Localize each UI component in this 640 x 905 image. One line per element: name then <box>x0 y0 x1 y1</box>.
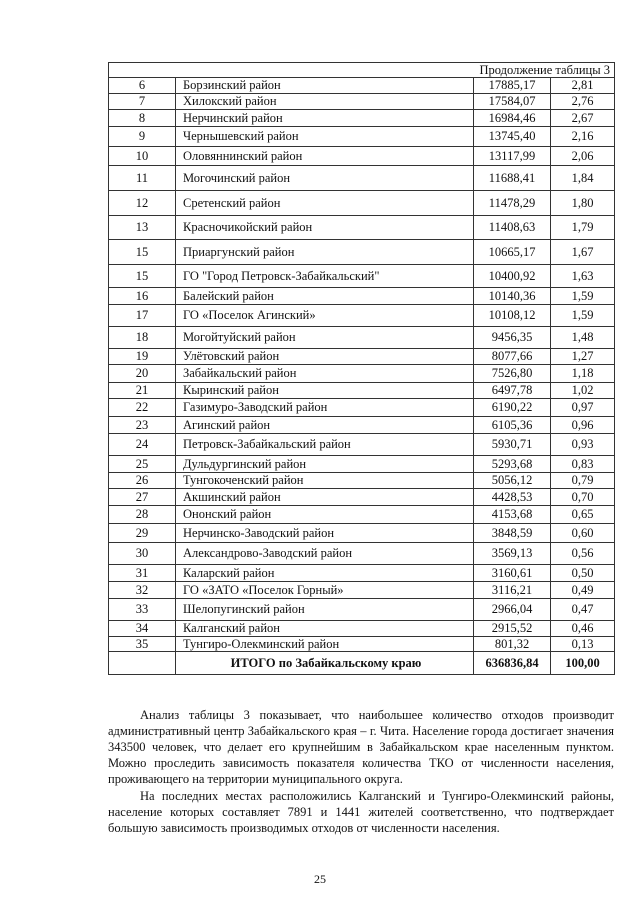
waste-value: 6190,22 <box>474 399 551 417</box>
table-row <box>109 288 615 305</box>
row-number: 21 <box>109 383 176 399</box>
waste-share: 0,70 <box>551 489 615 506</box>
table-row <box>109 78 615 94</box>
conclusion-paragraph: На последних местах расположились Калганский и Тунгиро-Олекминский районы, население которых составляет 7891 и 1441 жителей соответственно, что подтверждает большую зависимость производимых отходов от численности населения. <box>108 789 614 835</box>
waste-value: 5293,68 <box>474 456 551 473</box>
table-row <box>109 637 615 652</box>
waste-value: 17584,07 <box>474 94 551 110</box>
waste-share: 2,67 <box>551 110 615 127</box>
row-number: 15 <box>109 240 176 265</box>
waste-value: 11688,41 <box>474 166 551 191</box>
waste-share: 0,83 <box>551 456 615 473</box>
page-number: 25 <box>314 872 326 886</box>
analysis-paragraph: Анализ таблицы 3 показывает, что наибольшее количество отходов производит административный центр Забайкальского края – г. Чита. Население города достигает значения 343500 человек, что делает его крупнейшим в Забайкальском крае населенным пунктом. Можно проследить зависимость показателя количества ТКО от численности населения, проживающего на территории муниципального округа. <box>108 708 614 786</box>
waste-share: 0,65 <box>551 506 615 524</box>
district-name: Приаргунский район <box>176 240 474 265</box>
table-caption: Продолжение таблицы 3 <box>109 63 615 78</box>
district-name: Тунгокоченский район <box>176 473 474 489</box>
waste-share: 0,93 <box>551 434 615 456</box>
waste-share: 1,59 <box>551 305 615 327</box>
waste-value: 3569,13 <box>474 543 551 565</box>
waste-share: 0,60 <box>551 524 615 543</box>
waste-share: 0,46 <box>551 621 615 637</box>
waste-value: 6105,36 <box>474 417 551 434</box>
district-name: ГО «ЗАТО «Поселок Горный» <box>176 582 474 599</box>
row-number: 30 <box>109 543 176 565</box>
total-empty-cell <box>109 652 176 675</box>
waste-value: 17885,17 <box>474 78 551 94</box>
waste-value: 2966,04 <box>474 599 551 621</box>
table-row <box>109 543 615 565</box>
waste-value: 10400,92 <box>474 265 551 288</box>
table-row <box>109 565 615 582</box>
waste-share: 1,63 <box>551 265 615 288</box>
waste-share: 2,06 <box>551 147 615 166</box>
waste-value: 3848,59 <box>474 524 551 543</box>
table-row <box>109 417 615 434</box>
table-row <box>109 524 615 543</box>
row-number: 7 <box>109 94 176 110</box>
total-label: ИТОГО по Забайкальскому краю <box>176 652 474 675</box>
total-row <box>109 652 615 675</box>
waste-share: 0,97 <box>551 399 615 417</box>
table-row <box>109 327 615 349</box>
table-row <box>109 305 615 327</box>
table-row <box>109 434 615 456</box>
row-number: 11 <box>109 166 176 191</box>
table-row <box>109 265 615 288</box>
total-value: 636836,84 <box>474 652 551 675</box>
district-name: Газимуро-Заводский район <box>176 399 474 417</box>
row-number: 35 <box>109 637 176 652</box>
waste-value: 11478,29 <box>474 191 551 216</box>
waste-value: 10108,12 <box>474 305 551 327</box>
row-number: 13 <box>109 216 176 240</box>
waste-share: 0,79 <box>551 473 615 489</box>
waste-share: 2,81 <box>551 78 615 94</box>
waste-share: 2,76 <box>551 94 615 110</box>
waste-share: 0,56 <box>551 543 615 565</box>
district-name: Дульдургинский район <box>176 456 474 473</box>
row-number: 17 <box>109 305 176 327</box>
waste-table <box>108 62 615 675</box>
waste-value: 8077,66 <box>474 349 551 365</box>
row-number: 18 <box>109 327 176 349</box>
waste-value: 801,32 <box>474 637 551 652</box>
row-number: 12 <box>109 191 176 216</box>
table-row <box>109 621 615 637</box>
district-name: Кыринский район <box>176 383 474 399</box>
district-name: Калганский район <box>176 621 474 637</box>
district-name: Каларский район <box>176 565 474 582</box>
row-number: 23 <box>109 417 176 434</box>
table-row <box>109 506 615 524</box>
waste-share: 1,18 <box>551 365 615 383</box>
table-row <box>109 110 615 127</box>
row-number: 20 <box>109 365 176 383</box>
waste-value: 9456,35 <box>474 327 551 349</box>
waste-value: 13117,99 <box>474 147 551 166</box>
row-number: 28 <box>109 506 176 524</box>
waste-value: 2915,52 <box>474 621 551 637</box>
row-number: 8 <box>109 110 176 127</box>
district-name: Хилокский район <box>176 94 474 110</box>
district-name: Шелопугинский район <box>176 599 474 621</box>
waste-share: 1,84 <box>551 166 615 191</box>
waste-share: 0,50 <box>551 565 615 582</box>
waste-value: 6497,78 <box>474 383 551 399</box>
waste-share: 1,59 <box>551 288 615 305</box>
waste-value: 5930,71 <box>474 434 551 456</box>
table-row <box>109 216 615 240</box>
row-number: 26 <box>109 473 176 489</box>
district-name: Могочинский район <box>176 166 474 191</box>
table-row <box>109 147 615 166</box>
row-number: 10 <box>109 147 176 166</box>
waste-value: 5056,12 <box>474 473 551 489</box>
waste-value: 3116,21 <box>474 582 551 599</box>
district-name: Нерчинский район <box>176 110 474 127</box>
table-row <box>109 349 615 365</box>
waste-value: 10140,36 <box>474 288 551 305</box>
row-number: 16 <box>109 288 176 305</box>
waste-value: 4153,68 <box>474 506 551 524</box>
waste-value: 10665,17 <box>474 240 551 265</box>
row-number: 6 <box>109 78 176 94</box>
table-row <box>109 127 615 147</box>
district-name: Акшинский район <box>176 489 474 506</box>
district-name: Чернышевский район <box>176 127 474 147</box>
waste-value: 4428,53 <box>474 489 551 506</box>
waste-share: 0,47 <box>551 599 615 621</box>
row-number: 27 <box>109 489 176 506</box>
district-name: Александрово-Заводский район <box>176 543 474 565</box>
table-row <box>109 94 615 110</box>
waste-share: 0,13 <box>551 637 615 652</box>
district-name: Красночикойский район <box>176 216 474 240</box>
row-number: 19 <box>109 349 176 365</box>
table-row <box>109 399 615 417</box>
row-number: 24 <box>109 434 176 456</box>
row-number: 29 <box>109 524 176 543</box>
row-number: 33 <box>109 599 176 621</box>
row-number: 25 <box>109 456 176 473</box>
table-row <box>109 582 615 599</box>
district-name: Забайкальский район <box>176 365 474 383</box>
table-row <box>109 456 615 473</box>
row-number: 15 <box>109 265 176 288</box>
waste-share: 1,80 <box>551 191 615 216</box>
district-name: Борзинский район <box>176 78 474 94</box>
total-share: 100,00 <box>551 652 615 675</box>
waste-share: 1,02 <box>551 383 615 399</box>
table-row <box>109 489 615 506</box>
table-row <box>109 166 615 191</box>
waste-share: 0,96 <box>551 417 615 434</box>
waste-value: 3160,61 <box>474 565 551 582</box>
district-name: Тунгиро-Олекминский район <box>176 637 474 652</box>
table-row <box>109 365 615 383</box>
district-name: Оловяннинский район <box>176 147 474 166</box>
waste-value: 16984,46 <box>474 110 551 127</box>
table-row <box>109 240 615 265</box>
waste-share: 0,49 <box>551 582 615 599</box>
district-name: Могойтуйский район <box>176 327 474 349</box>
table-row <box>109 599 615 621</box>
district-name: Сретенский район <box>176 191 474 216</box>
district-name: Петровск-Забайкальский район <box>176 434 474 456</box>
row-number: 31 <box>109 565 176 582</box>
row-number: 32 <box>109 582 176 599</box>
row-number: 9 <box>109 127 176 147</box>
row-number: 22 <box>109 399 176 417</box>
waste-share: 1,27 <box>551 349 615 365</box>
district-name: Агинский район <box>176 417 474 434</box>
waste-share: 1,79 <box>551 216 615 240</box>
district-name: Нерчинско-Заводский район <box>176 524 474 543</box>
district-name: Улётовский район <box>176 349 474 365</box>
district-name: ГО «Поселок Агинский» <box>176 305 474 327</box>
waste-value: 7526,80 <box>474 365 551 383</box>
waste-share: 1,67 <box>551 240 615 265</box>
waste-value: 13745,40 <box>474 127 551 147</box>
table-row <box>109 383 615 399</box>
waste-share: 1,48 <box>551 327 615 349</box>
district-name: Балейский район <box>176 288 474 305</box>
table-caption-row <box>109 63 615 78</box>
district-name: ГО "Город Петровск-Забайкальский" <box>176 265 474 288</box>
waste-share: 2,16 <box>551 127 615 147</box>
row-number: 34 <box>109 621 176 637</box>
district-name: Ононский район <box>176 506 474 524</box>
table-row <box>109 191 615 216</box>
table-row <box>109 473 615 489</box>
waste-value: 11408,63 <box>474 216 551 240</box>
